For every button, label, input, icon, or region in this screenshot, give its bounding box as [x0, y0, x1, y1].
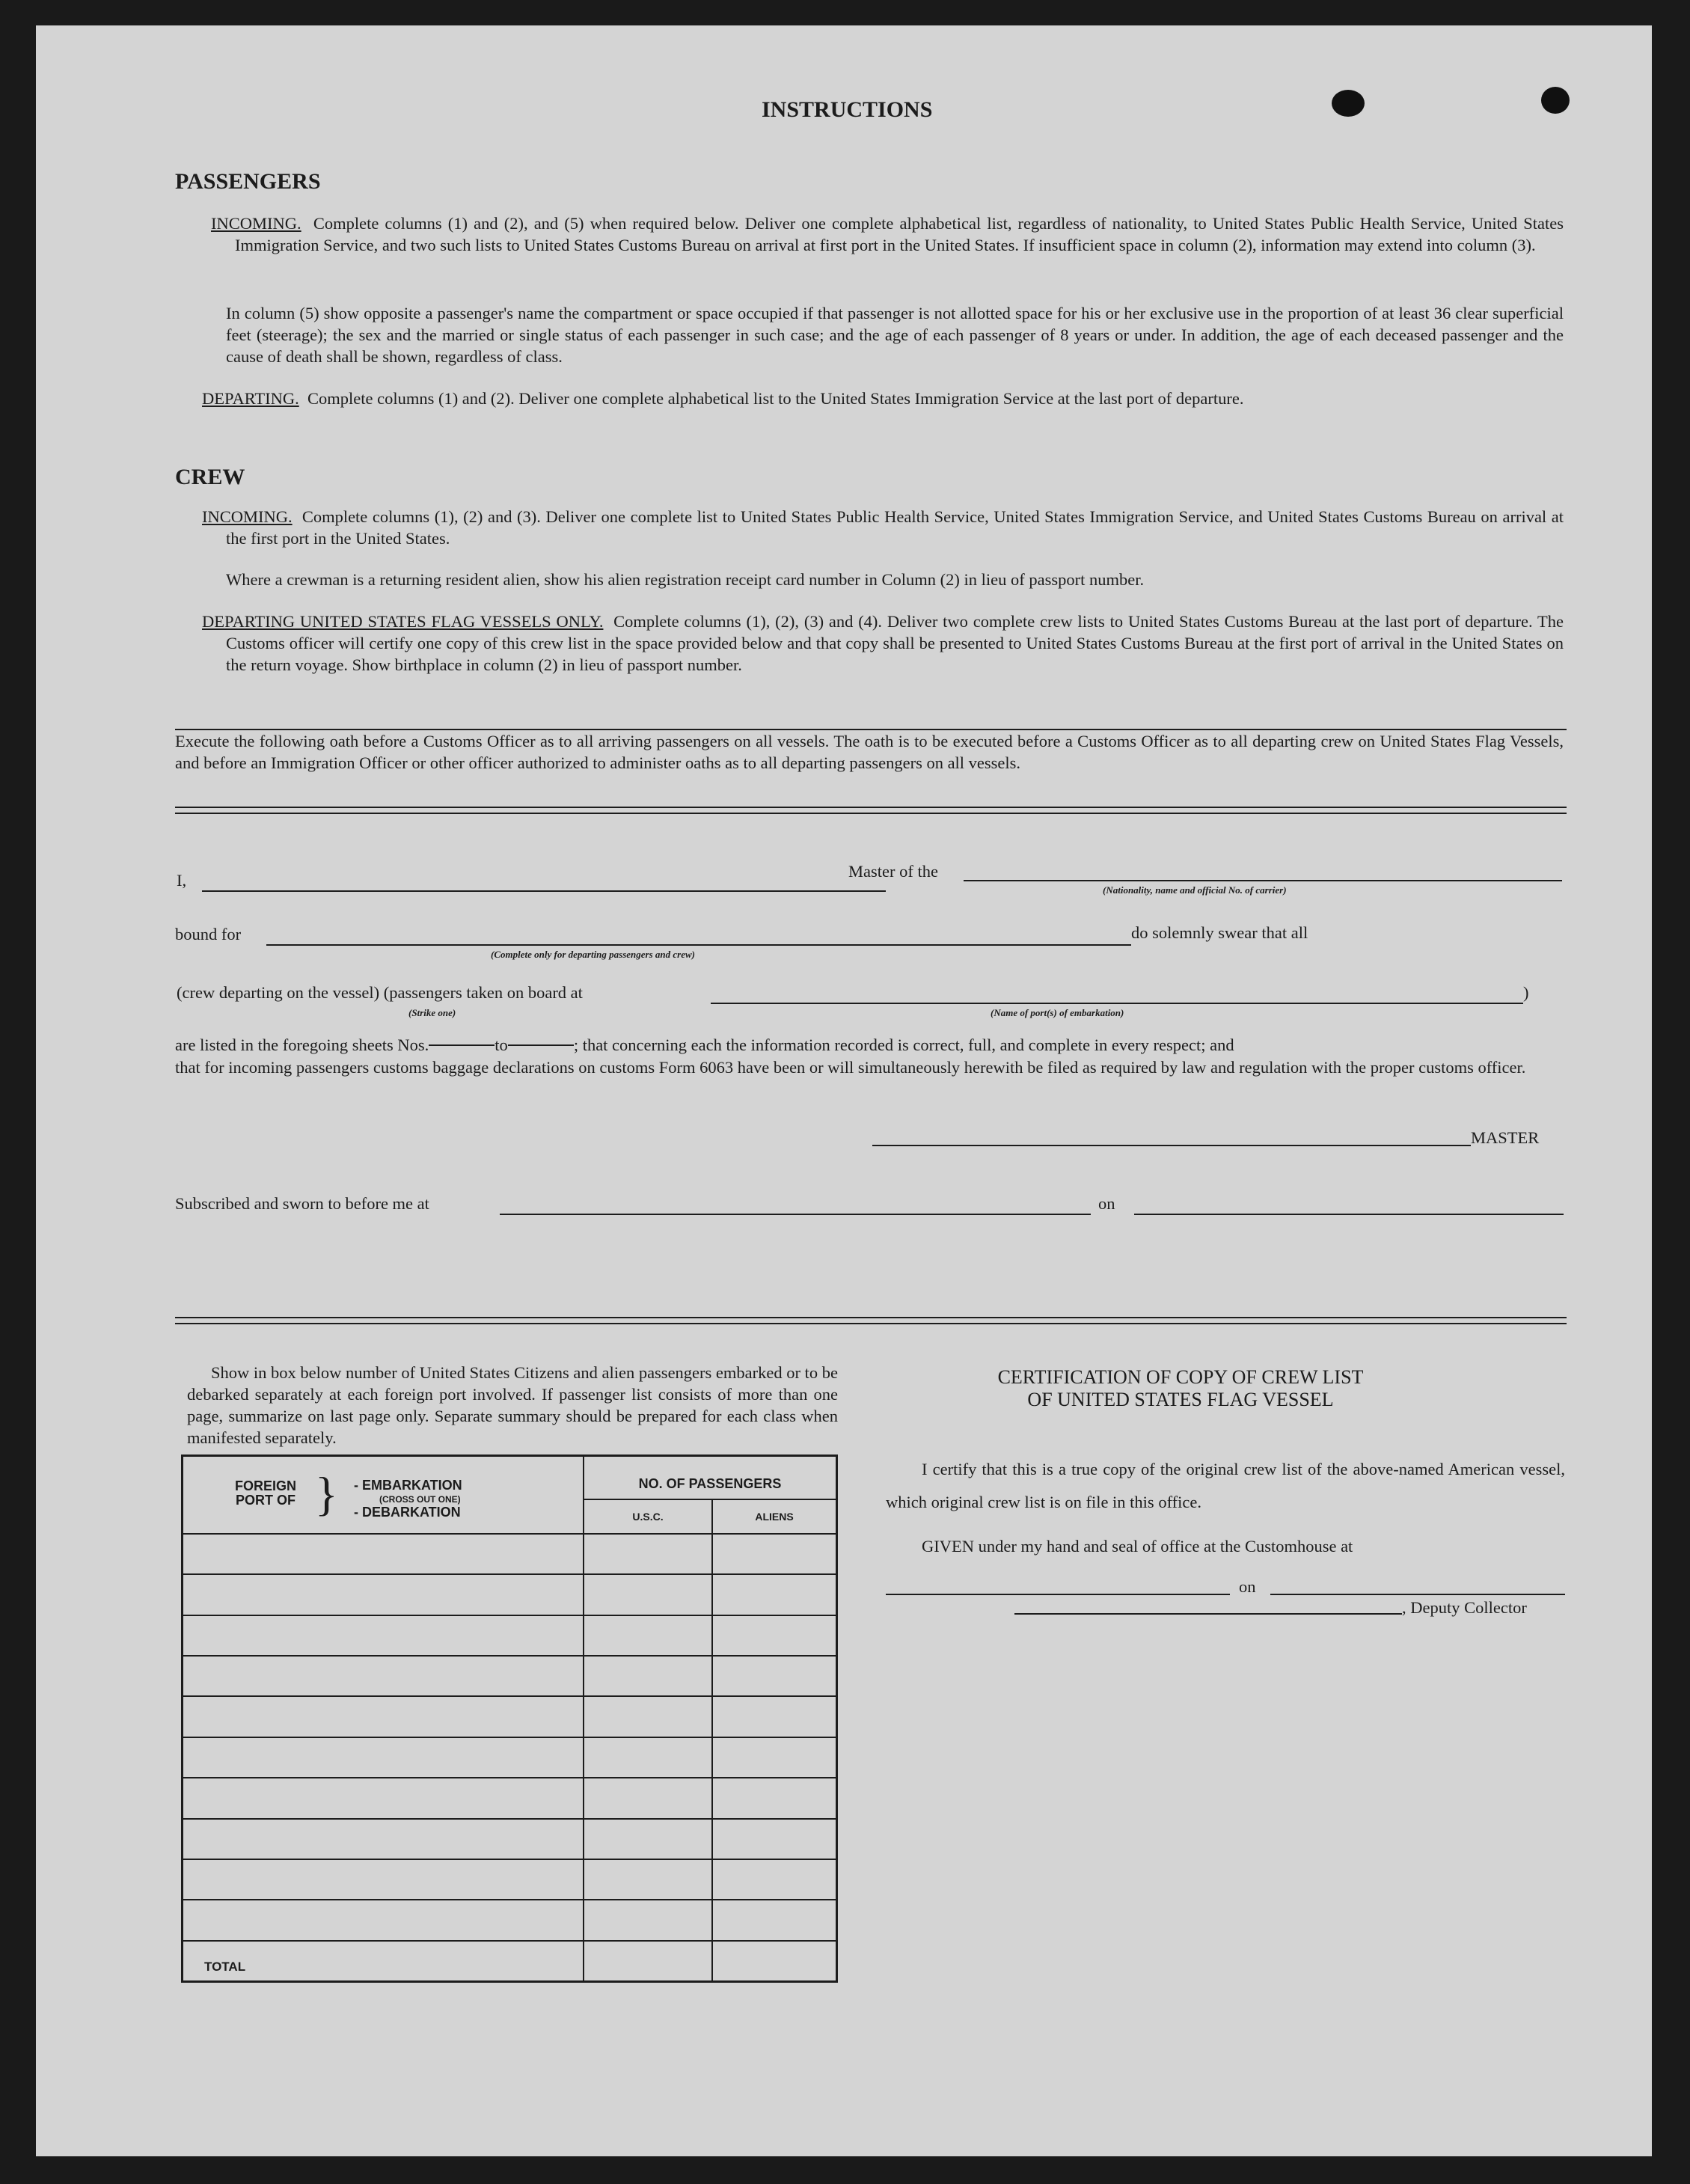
oath-master-of: Master of the [848, 862, 938, 881]
passengers-heading: PASSENGERS [175, 169, 321, 194]
subscribed-place-line[interactable] [500, 1214, 1091, 1215]
oath-carrier-line[interactable] [964, 880, 1562, 881]
subscribed-on: on [1098, 1194, 1115, 1213]
table-aliens: ALIENS [755, 1511, 794, 1523]
oath-intro: Execute the following oath before a Customs Officer as to all arriving passengers on all vessels. The oath is to be executed before a Customs Officer as to all departing crew on United States Flag Vessels, and before an Immigration Officer or other officer authorized to administer oaths as to all departing passengers on all vessels. [175, 732, 1564, 772]
oath-listed-b: ; that concerning each the information recorded is correct, full, and complete in every respect; and [573, 1036, 1234, 1054]
passenger-summary-table [181, 1455, 838, 1983]
oath-strike-one: (Strike one) [408, 1007, 456, 1018]
certification-deputy: , Deputy Collector [1402, 1598, 1527, 1617]
table-vline-1 [583, 1457, 584, 1980]
oath-bound-for-line[interactable] [266, 944, 1131, 946]
passengers-departing-text: Complete columns (1) and (2). Deliver one complete alphabetical list to the United States Immigration Service at the last port of departure. [307, 389, 1244, 408]
passengers-incoming-label: INCOMING. [211, 214, 301, 233]
certification-title [919, 1366, 1442, 1411]
ink-blot-right [1541, 87, 1570, 114]
table-row-line [183, 1777, 836, 1778]
table-row-line [183, 1737, 836, 1738]
table-vline-2 [711, 1499, 713, 1980]
table-row-line [183, 1615, 836, 1616]
oath-crew-departing: (crew departing on the vessel) (passengers taken on board at [177, 983, 583, 1002]
oath-close-paren: ) [1523, 983, 1529, 1002]
crew-resident-text: Where a crewman is a returning resident alien, show his alien registration receipt card number in Column (2) in lieu of passport number. [226, 570, 1145, 589]
oath-listed-to: to [495, 1036, 508, 1054]
crew-heading: CREW [175, 465, 245, 489]
oath-port-note: (Name of port(s) of embarkation) [991, 1007, 1124, 1018]
ink-blot-left [1332, 90, 1365, 117]
summary-instructions: Show in box below number of United States Citizens and alien passengers embarked or to be debarked separately at each foreign port involved. If passenger list consists of more than one page, summarize on last page only. Separate summary should be prepared for each class when manifested separately. [187, 1363, 838, 1447]
table-row-line [183, 1695, 836, 1697]
table-row-line [183, 1655, 836, 1657]
certification-certify: I certify that this is a true copy of the original crew list of the above-named American vessel, which original crew list is on file in this office. [886, 1460, 1565, 1511]
crew-departing-text: Complete columns (1), (2), (3) and (4). Deliver two complete crew lists to United States Customs Bureau at the last port of departure. The Customs officer will certify one copy of this crew list in the space provided below and that copy shall be presented to United States Customs Bureau at the first port of arrival in the United States on the return voyage. Show birthplace in column (2) in lieu of passport number. [226, 612, 1564, 674]
oath-sheet-to-line[interactable] [508, 1044, 574, 1046]
oath-listed-line1 [175, 1036, 1567, 1055]
table-row-line [183, 1940, 836, 1942]
oath-listed-a: are listed in the foregoing sheets Nos. [175, 1036, 429, 1054]
divider-double-4 [175, 1323, 1567, 1324]
certification-given: GIVEN under my hand and seal of office at the Customhouse at [922, 1537, 1353, 1556]
passengers-incoming-text: Complete columns (1) and (2), and (5) when required below. Deliver one complete alphabetical list, regardless of nationality, to United States Public Health Service, United States Immigration Service, and two such lists to United States Customs Bureau on arrival at first port in the United States. If insufficient space in column (2), information may extend into column (3). [235, 214, 1564, 254]
oath-i-label: I, [177, 871, 187, 890]
table-foreign-port: FOREIGN PORT OF [234, 1478, 296, 1508]
crew-departing-label: DEPARTING UNITED STATES FLAG VESSELS ONLY. [202, 612, 604, 631]
certification-date-line[interactable] [1270, 1594, 1565, 1595]
oath-nationality-note: (Nationality, name and official No. of carrier) [1103, 884, 1287, 896]
oath-listed-c: that for incoming passengers customs baggage declarations on customs Form 6063 have been or will simultaneously herewith be filed as required by law and regulation with the proper customs officer. [175, 1058, 1526, 1077]
divider-double-2 [175, 813, 1567, 814]
crew-incoming-label: INCOMING. [202, 507, 293, 526]
table-row-line [183, 1899, 836, 1900]
passengers-departing-label: DEPARTING. [202, 389, 299, 408]
divider-double-3 [175, 1317, 1567, 1318]
oath-bound-for: bound for [175, 925, 242, 943]
master-label: MASTER [1471, 1128, 1540, 1147]
deputy-signature-line[interactable] [1014, 1613, 1402, 1615]
master-signature-line[interactable] [872, 1145, 1471, 1146]
oath-complete-note: (Complete only for departing passengers and crew) [491, 949, 695, 960]
oath-port-line[interactable] [711, 1003, 1523, 1004]
subscribed-label: Subscribed and sworn to before me at [175, 1194, 429, 1213]
table-row-line [183, 1859, 836, 1860]
form-sheet [36, 25, 1652, 2156]
certification-title-line1: CERTIFICATION OF COPY OF CREW LIST [997, 1366, 1364, 1388]
table-embarkation: - EMBARKATION [354, 1478, 462, 1493]
passengers-column5-text: In column (5) show opposite a passenger's name the compartment or space occupied if that passenger is not allotted space for his or her exclusive use in the proportion of at least 36 clear superficial feet (steerage); the sex and the married or single status of each passenger in such case; and the age of each passenger of 8 years or under. In addition, the age of each deceased passenger and the cause of death shall be shown, regardless of class. [226, 304, 1564, 366]
subscribed-date-line[interactable] [1134, 1214, 1564, 1215]
table-cross-out: (CROSS OUT ONE) [379, 1494, 461, 1505]
certification-place-line[interactable] [886, 1594, 1230, 1595]
oath-name-line[interactable] [202, 890, 886, 892]
table-row-line [183, 1818, 836, 1820]
oath-sheet-from-line[interactable] [429, 1044, 495, 1046]
table-debarkation: - DEBARKATION [354, 1505, 461, 1520]
table-header-sep [583, 1499, 836, 1500]
table-total: TOTAL [204, 1960, 246, 1974]
passengers-incoming [211, 212, 1564, 256]
table-row-line [183, 1573, 836, 1575]
certification-on: on [1239, 1577, 1256, 1596]
passengers-departing [202, 388, 1564, 409]
divider-double-1 [175, 807, 1567, 808]
certification-title-line2: OF UNITED STATES FLAG VESSEL [1027, 1389, 1334, 1410]
table-no-passengers: NO. OF PASSENGERS [638, 1476, 782, 1491]
crew-departing [202, 611, 1564, 676]
oath-swear: do solemnly swear that all [1131, 923, 1308, 942]
page-title: INSTRUCTIONS [762, 97, 933, 122]
crew-incoming-text: Complete columns (1), (2) and (3). Deliver one complete list to United States Public Health Service, United States Immigration Service, and United States Customs Bureau on arrival at the first port in the United States. [226, 507, 1564, 548]
table-row-line [183, 1533, 836, 1535]
table-usc: U.S.C. [632, 1511, 664, 1523]
crew-incoming [202, 506, 1564, 549]
table-brace: } [315, 1467, 338, 1520]
